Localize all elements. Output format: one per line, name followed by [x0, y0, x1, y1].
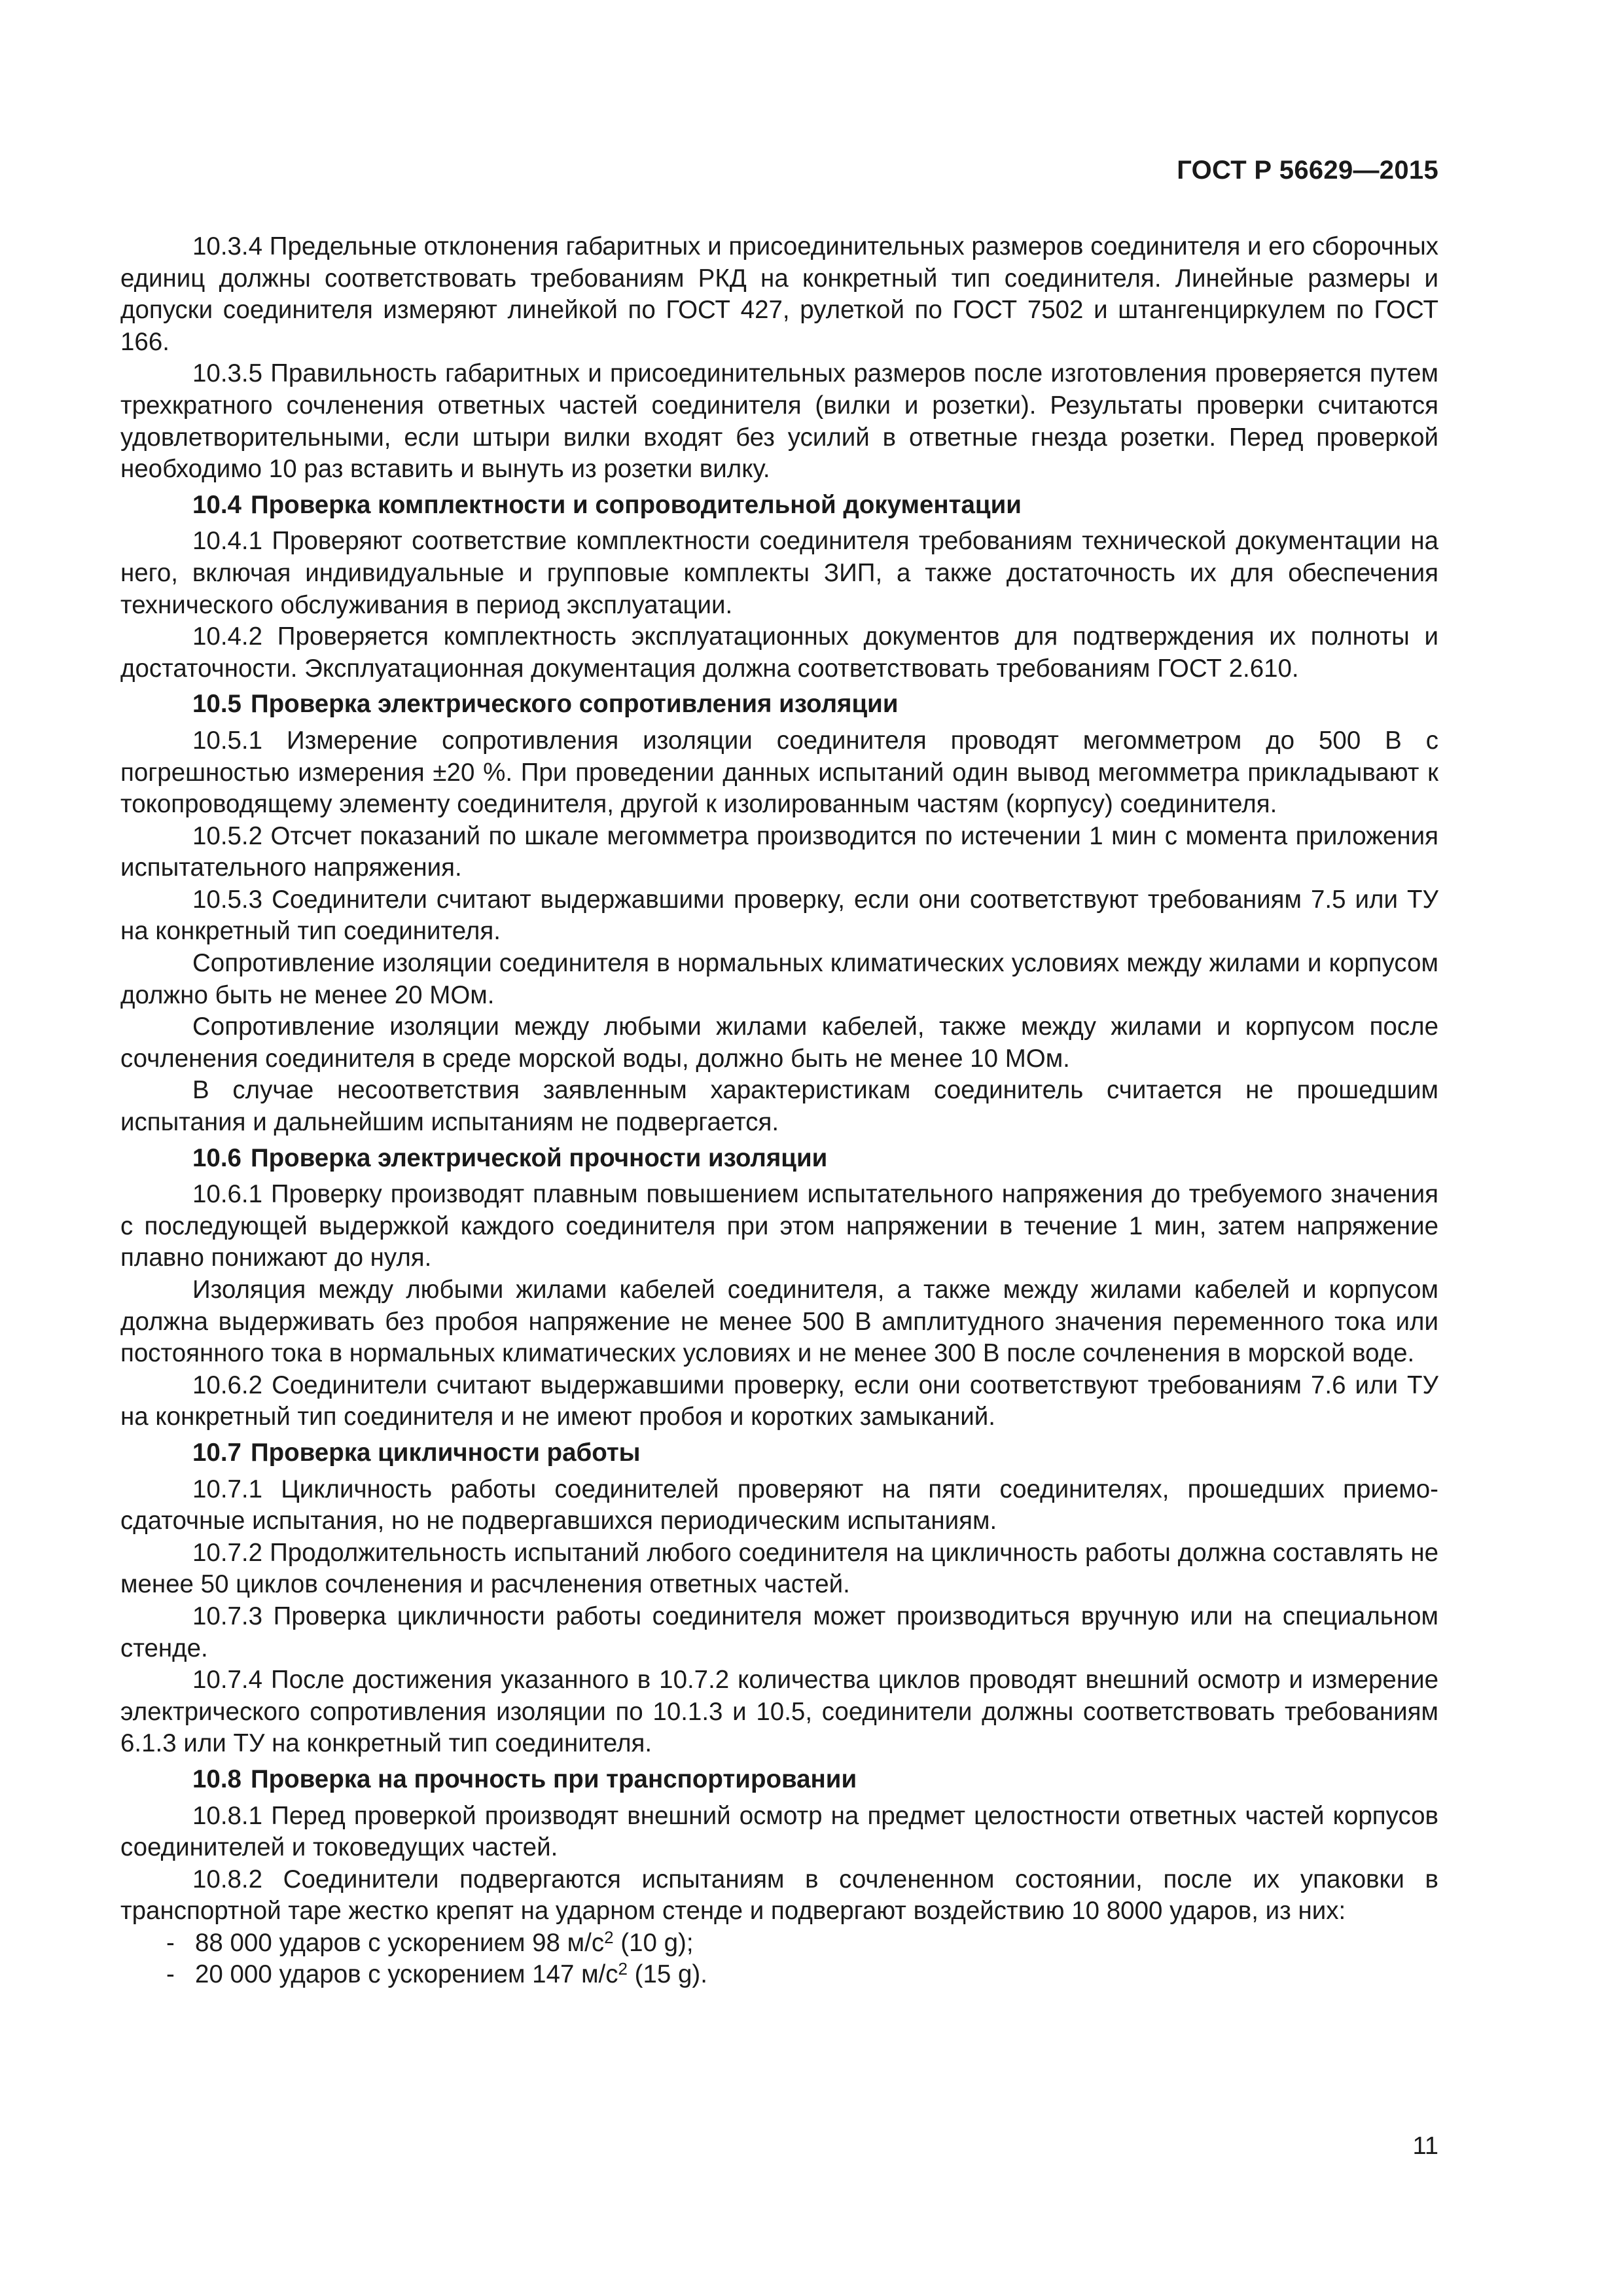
section-title: Проверка на прочность при транспортировании [250, 1765, 857, 1793]
section-number: 10.6 [192, 1143, 241, 1172]
section-title: Проверка комплектности и сопроводительной документации [250, 490, 1022, 519]
standard-designation: ГОСТ Р 56629—2015 [1177, 156, 1438, 185]
paragraph-10-5-1: 10.5.1 Измерение сопротивления изоляции соединителя проводят мегомметром до 500 В с погрешностью измерения ±20 %. При проведении данных испытаний один вывод мегомметра прикладывают к токопроводящему элементу соединителя, другой к изолированным частям (корпусу) соединителя. [120, 726, 1438, 819]
superscript: 2 [604, 1927, 614, 1947]
list-item-text: 20 000 ударов с ускорением 147 м/с [195, 1960, 618, 1989]
section-heading-10-5 [120, 689, 1438, 721]
paragraph-10-7-2: 10.7.2 Продолжительность испытаний любого соединителя на цикличность работы должна составлять не менее 50 циклов сочленения и расчленения ответных частей. [120, 1538, 1438, 1599]
paragraph-10-8-2: 10.8.2 Соединители подвергаются испытаниям в сочлененном состоянии, после их упаковки в транспортной таре жестко крепят на ударном стенде и подвергают воздействию 10 8000 ударов, из них: [120, 1865, 1438, 1926]
section-title: Проверка электрического сопротивления изоляции [250, 690, 899, 719]
paragraph-10-7-4: 10.7.4 После достижения указанного в 10.7.2 количества циклов проводят внешний осмотр и измерение электрического сопротивления изоляции по 10.1.3 и 10.5, соединители должны соответствовать требованиям 6.1.3 или ТУ на конкретный тип соединителя. [120, 1666, 1438, 1758]
list-item [166, 1928, 1438, 1960]
section-number: 10.8 [192, 1765, 241, 1793]
section-heading-10-8 [120, 1764, 1438, 1796]
paragraph-insulation-seawater: Сопротивление изоляции между любыми жилами кабелей, также между жилами и корпусом после сочленения соединителя в среде морской воды, должно быть не менее 10 МОм. [120, 1013, 1438, 1073]
list-dash: - [166, 1960, 175, 1989]
paragraph-10-3-4: 10.3.4 Предельные отклонения габаритных и присоединительных размеров соединителя и его сборочных единиц должны соответствовать требованиям РКД на конкретный тип соединителя. Линейные размеры и допуски соединителя измеряют линейкой по ГОСТ 427, рулеткой по ГОСТ 7502 и штангенциркулем по ГОСТ 166. [120, 232, 1438, 356]
list-item [166, 1959, 1438, 1991]
section-heading-10-4 [120, 490, 1438, 522]
paragraph-insulation-strength: Изоляция между любыми жилами кабелей соединителя, а также между жилами кабелей и корпусом должна выдерживать без пробоя напряжение не менее 500 В амплитудного значения переменного тока или постоянного тока в нормальных климатических условиях и не менее 300 В после сочленения в морской воде. [120, 1276, 1438, 1368]
paragraph-10-5-2: 10.5.2 Отсчет показаний по шкале мегомметра производится по истечении 1 мин с момента приложения испытательного напряжения. [120, 821, 1438, 882]
section-heading-10-7 [120, 1437, 1438, 1469]
section-title: Проверка электрической прочности изоляции [250, 1143, 828, 1172]
paragraph-10-7-1: 10.7.1 Цикличность работы соединителей проверяют на пяти соединителях, прошедших приемо-сдаточные испытания, но не подвергавшихся периодическим испытаниям. [120, 1475, 1438, 1535]
paragraph-10-6-1: 10.6.1 Проверку производят плавным повышением испытательного напряжения до требуемого значения с последующей выдержкой каждого соединителя при этом напряжении в течение 1 мин, затем напряжение плавно понижают до нуля. [120, 1180, 1438, 1272]
section-title: Проверка цикличности работы [250, 1438, 641, 1467]
paragraph-10-3-5: 10.3.5 Правильность габаритных и присоединительных размеров после изготовления проверяется путем трехкратного сочленения ответных частей соединителя (вилки и розетки). Результаты проверки считаются удовлетворительными, если штыри вилки входят без усилий в ответные гнезда розетки. Перед проверкой необходимо 10 раз вставить и вынуть из розетки вилку. [120, 359, 1438, 484]
paragraph-10-5-3: 10.5.3 Соединители считают выдержавшими проверку, если они соответствуют требованиям 7.5 или ТУ на конкретный тип соединителя. [120, 885, 1438, 946]
paragraph-10-6-2: 10.6.2 Соединители считают выдержавшими проверку, если они соответствуют требованиям 7.6 или ТУ на конкретный тип соединителя и не имеют пробоя и коротких замыканий. [120, 1371, 1438, 1431]
document-body [120, 231, 1438, 1991]
list-item-suffix: (15 g). [627, 1960, 707, 1989]
superscript: 2 [618, 1959, 628, 1979]
list-dash: - [166, 1928, 175, 1957]
list-item-suffix: (10 g); [613, 1928, 694, 1957]
list-item-text: 88 000 ударов с ускорением 98 м/с [195, 1928, 605, 1957]
section-number: 10.5 [192, 690, 241, 719]
page-number: 11 [1412, 2132, 1438, 2160]
section-heading-10-6 [120, 1143, 1438, 1175]
paragraph-insulation-normal: Сопротивление изоляции соединителя в нормальных климатических условиях между жилами и корпусом должно быть не менее 20 МОм. [120, 949, 1438, 1009]
paragraph-10-4-2: 10.4.2 Проверяется комплектность эксплуатационных документов для подтверждения их полноты и достаточности. Эксплуатационная документация должна соответствовать требованиям ГОСТ 2.610. [120, 622, 1438, 683]
paragraph-10-4-1: 10.4.1 Проверяют соответствие комплектности соединителя требованиям технической документации на него, включая индивидуальные и групповые комплекты ЗИП, а также достаточность их для обеспечения технического обслуживания в период эксплуатации. [120, 527, 1438, 619]
paragraph-10-7-3: 10.7.3 Проверка цикличности работы соединителя может производиться вручную или на специальном стенде. [120, 1602, 1438, 1662]
section-number: 10.7 [192, 1438, 241, 1467]
section-number: 10.4 [192, 490, 241, 519]
paragraph-nonconformity: В случае несоответствия заявленным характеристикам соединитель считается не прошедшим испытания и дальнейшим испытаниям не подвергается. [120, 1076, 1438, 1137]
paragraph-10-8-1: 10.8.1 Перед проверкой производят внешний осмотр на предмет целостности ответных частей корпусов соединителей и токоведущих частей. [120, 1801, 1438, 1862]
